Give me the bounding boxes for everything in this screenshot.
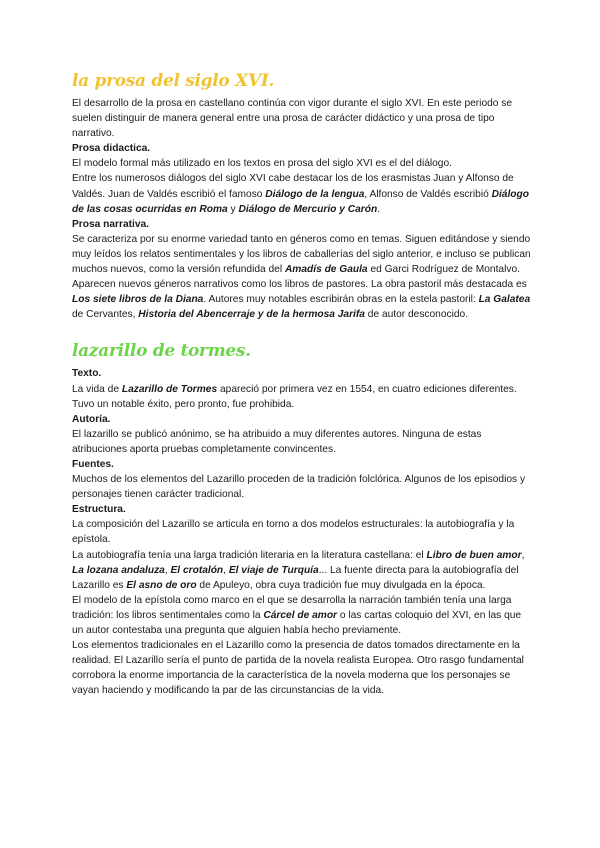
texto-paragraph: La vida de Lazarillo de Tormes apareció por primera vez en 1554, en cuatro ediciones diferentes. Tuvo un notable éxito, pero pronto, fue prohibida.	[72, 383, 517, 410]
work-title: Cárcel de amor	[263, 609, 338, 621]
section-spacer	[72, 322, 532, 340]
work-title: Diálogo de las cosas ocurridas en Roma	[72, 188, 529, 215]
work-title: El crotalón	[170, 564, 224, 576]
work-title: El viaje de Turquía	[228, 564, 319, 576]
work-title: La Galatea	[478, 294, 531, 306]
work-title: Amadís de Gaula	[284, 264, 368, 276]
work-title: Los siete libros de la Diana	[72, 294, 204, 306]
didactica-paragraph-1: El modelo formal más utilizado en los textos en prosa del siglo XVI es el del diálogo.	[72, 158, 452, 170]
section-title-prosa: la prosa del siglo XVI.	[72, 71, 275, 91]
work-title: Historia del Abencerraje y de la hermosa Jarifa	[138, 309, 365, 321]
work-title: La lozana andaluza	[72, 564, 165, 576]
intro-paragraph: El desarrollo de la prosa en castellano continúa con vigor durante el siglo XVI. En este periodo se suelen distinguir de manera general entre una prosa de carácter didáctico y una prosa de tipo narrativo.	[72, 98, 513, 140]
heading-prosa-narrativa: Prosa narrativa.	[72, 218, 150, 230]
narrativa-paragraph: Se caracteriza por su enorme variedad tanto en géneros como en temas. Siguen editándose y siendo muy leídos los relatos sentimentales y los libros de caballerías del siglo anterior, e incluso se publican muchos nuevos, como la versión refundida del Amadís de Gaula ed Garci Rodríguez de Montalvo. Aparecen nuevos géneros narrativos como los libros de pastores. La obra pastoril más destacada es Los siete libros de la Diana. Autores muy notables escribirán obras en la estela pastoril: La Galatea de Cervantes, Historia del Abencerraje y de la hermosa Jarifa de autor desconocido.	[72, 233, 531, 321]
document-content	[72, 70, 532, 698]
estructura-paragraph-4: Los elementos tradicionales en el Lazarillo como la presencia de datos tomados directamente en la realidad. El Lazarillo sería el punto de partida de la novela realista Europea. Otro rasgo fundamental corrobora la enorme importancia de la característica de la novela moderna que los personajes se vayan haciendo y modificando la par de las circunstancias de la vida.	[72, 640, 524, 697]
work-title: Diálogo de la lengua	[265, 188, 365, 200]
heading-prosa-didactica: Prosa didactica.	[72, 143, 151, 155]
estructura-paragraph-2: La autobiografía tenía una larga tradición literaria en la literatura castellana: el Libro de buen amor, La lozana andaluza, El crotalón, El viaje de Turquía... La fuente directa para la autobiografía del Lazarillo es El asno de oro de Apuleyo, obra cuya tradición fue muy divulgada en la época.	[72, 549, 525, 591]
didactica-paragraph-2: Entre los numerosos diálogos del siglo XVI cabe destacar los de los erasmistas Juan y Alfonso de Valdés. Juan de Valdés escribió el famoso Diálogo de la lengua, Alfonso de Valdés escribió Diálogo de las cosas ocurridas en Roma y Diálogo de Mercurio y Carón.	[72, 173, 529, 215]
fuentes-paragraph: Muchos de los elementos del Lazarillo proceden de la tradición folclórica. Algunos de los episodios y personajes tienen carácter tradicional.	[72, 474, 526, 501]
work-title: Libro de buen amor	[426, 549, 522, 561]
heading-fuentes: Fuentes.	[72, 458, 114, 470]
work-title: Lazarillo de Tormes	[121, 383, 218, 395]
section-title-lazarillo: lazarillo de tormes.	[72, 341, 251, 362]
heading-autoria: Autoría.	[72, 413, 111, 425]
heading-estructura: Estructura.	[72, 504, 126, 516]
estructura-paragraph-1: La composición del Lazarillo se articula en torno a dos modelos estructurales: la autobiografía y la epístola.	[72, 519, 515, 546]
work-title: Diálogo de Mercurio y Carón	[238, 203, 378, 215]
work-title: El asno de oro	[126, 579, 197, 591]
estructura-paragraph-3: El modelo de la epístola como marco en el que se desarrolla la narración también tenía una larga tradición: los libros sentimentales como la Cárcel de amor o las cartas coloquio del XVI, en las que un autor contestaba una pregunta que alguien había hecho previamente.	[72, 594, 522, 636]
autoria-paragraph: El lazarillo se publicó anónimo, se ha atribuido a muy diferentes autores. Ninguna de estas atribuciones aporta pruebas completamente convincentes.	[72, 428, 482, 455]
heading-texto: Texto.	[72, 368, 102, 380]
